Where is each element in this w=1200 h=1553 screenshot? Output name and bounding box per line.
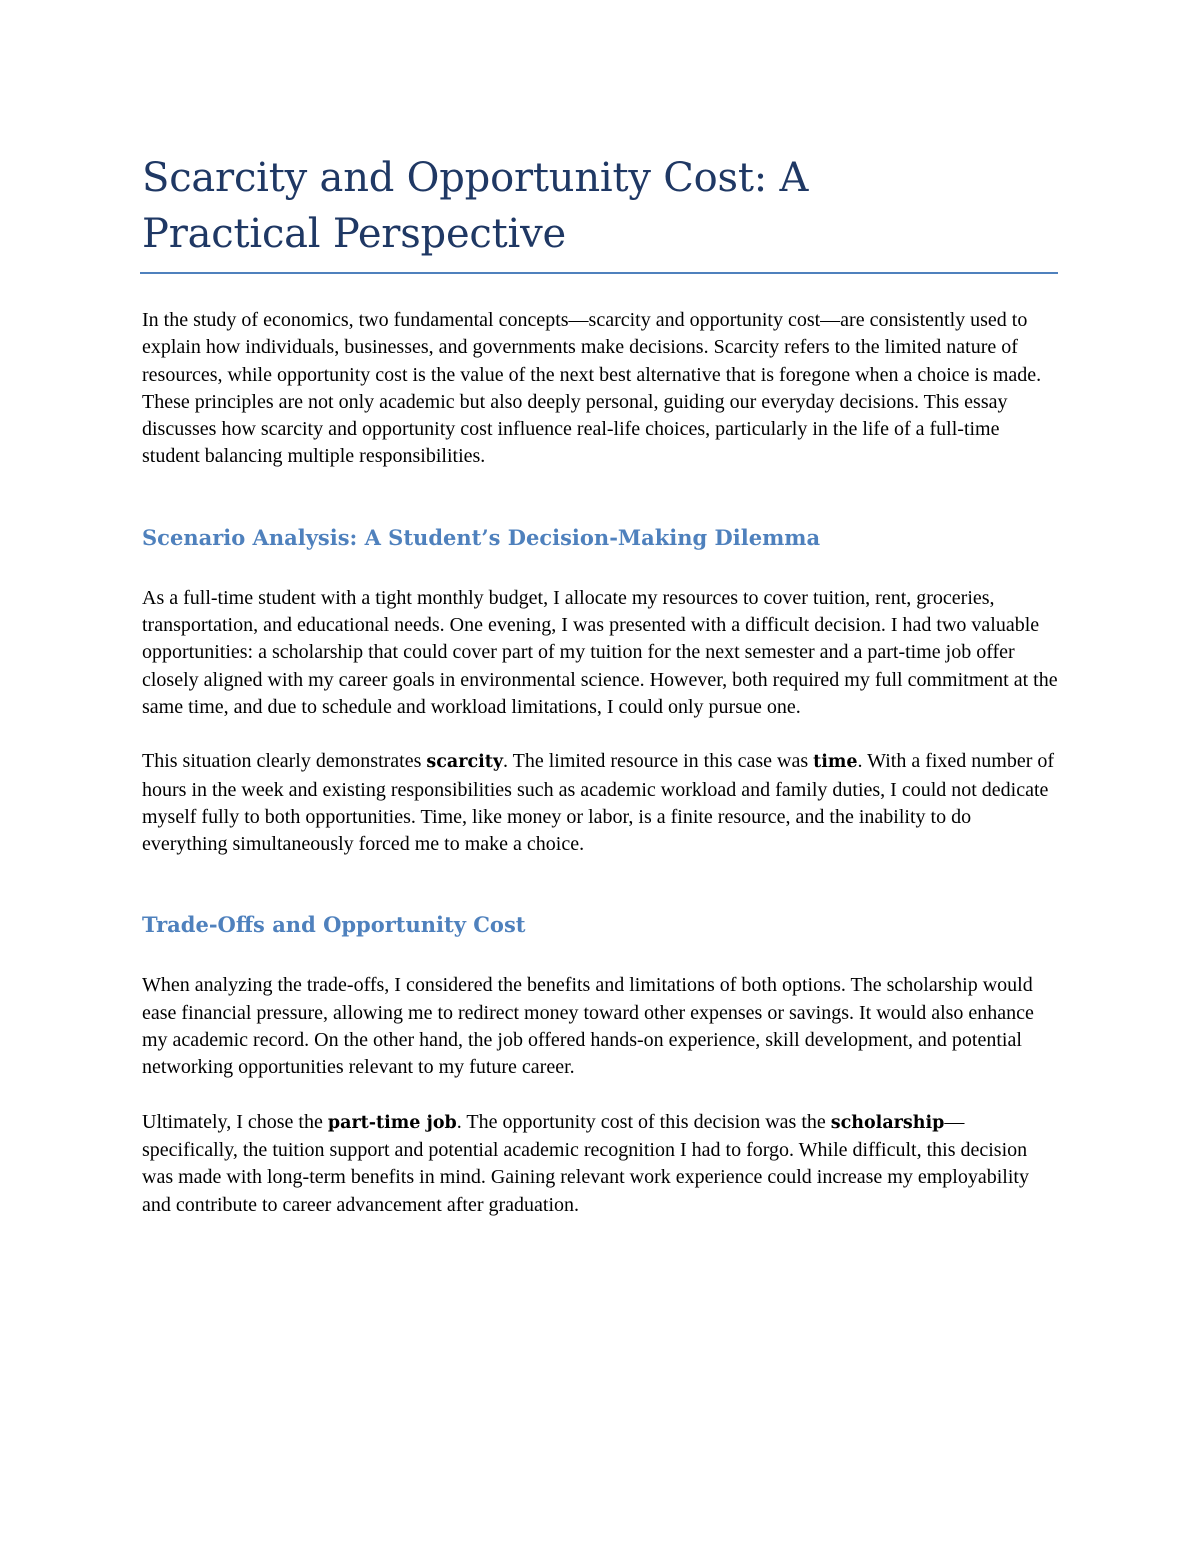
scenario-p2-text-b: . The limited resource in this case was: [503, 750, 814, 773]
scarcity-bold: scarcity: [426, 752, 503, 773]
tradeoffs-p2-text-a: Ultimately, I chose the: [142, 1110, 328, 1133]
section-heading-tradeoffs: Trade-Offs and Opportunity Cost: [142, 912, 526, 938]
tradeoffs-paragraph-2: [142, 1109, 1060, 1219]
tradeoffs-p2-text-c: —specifically, the tuition support and potential academic recognition I had to forgo. While difficult, this decision was made with long-term benefits in mind. Gaining relevant work experience could increase my employability and contribute to career advancement after graduation.: [142, 1110, 1029, 1216]
document-page: [142, 150, 1060, 1219]
tradeoffs-p2-text-b: . The opportunity cost of this decision was the: [456, 1110, 831, 1133]
title-underline-rule: [140, 272, 1058, 274]
time-bold: time: [813, 752, 858, 773]
tradeoffs-paragraph-1: When analyzing the trade-offs, I considered the benefits and limitations of both options. The scholarship would ease financial pressure, allowing me to redirect money toward other expenses or savings. It would also enhance my academic record. On the other hand, the job offered hands-on experience, skill development, and potential networking opportunities relevant to my future career.: [142, 974, 1034, 1079]
scenario-p2-text-a: This situation clearly demonstrates: [142, 750, 427, 773]
title-line-2: Practical Perspective: [142, 211, 566, 257]
scholarship-bold: scholarship: [830, 1112, 945, 1133]
part-time-job-bold: part-time job: [327, 1112, 457, 1133]
document-title: [142, 150, 1060, 262]
scenario-paragraph-2: [142, 748, 1060, 858]
scenario-paragraph-1: As a full-time student with a tight monthly budget, I allocate my resources to cover tuition, rent, groceries, transportation, and educational needs. One evening, I was presented with a difficult decision. I had two valuable opportunities: a scholarship that could cover part of my tuition for the next semester and a part-time job offer closely aligned with my career goals in environmental science. However, both required my full commitment at the same time, and due to schedule and workload limitations, I could only pursue one.: [142, 586, 1058, 718]
section-heading-scenario: Scenario Analysis: A Student’s Decision-Making Dilemma: [142, 524, 821, 550]
title-line-1: Scarcity and Opportunity Cost: A: [142, 155, 809, 201]
scenario-p2-text-c: . With a fixed number of hours in the week and existing responsibilities such as academic workload and family duties, I could not dedicate myself fully to both opportunities. Time, like money or labor, is a finite resource, and the inability to do everything simultaneously forced me to make a choice.: [142, 750, 1055, 856]
intro-paragraph: In the study of economics, two fundamental concepts—scarcity and opportunity cost—are consistently used to explain how individuals, businesses, and governments make decisions. Scarcity refers to the limited nature of resources, while opportunity cost is the value of the next best alternative that is foregone when a choice is made. These principles are not only academic but also deeply personal, guiding our everyday decisions. This essay discusses how scarcity and opportunity cost influence real-life choices, particularly in the life of a full-time student balancing multiple responsibilities.: [142, 309, 1042, 468]
